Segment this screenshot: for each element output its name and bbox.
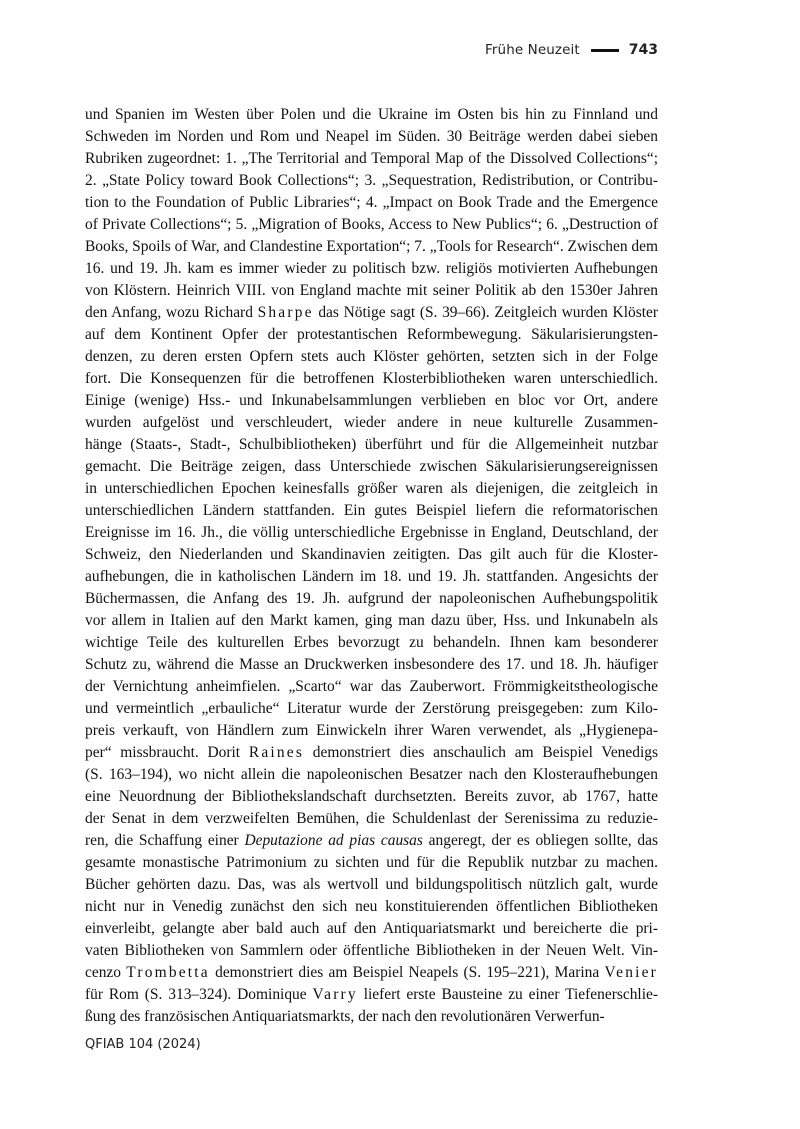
- text-line: [85, 742, 658, 764]
- text-line: [85, 324, 658, 346]
- running-head: [485, 42, 658, 58]
- text-run: der Senat in dem verzweifelten Bemühen, die Schuldenlast der Serenissima zu reduzie-: [85, 810, 658, 827]
- text-run: auf dem Kontinent Opfer der protestantischen Reformbewegung. Säkularisierungsten-: [85, 326, 658, 343]
- text-run: unterschiedlichen Ländern stattfanden. Ein gutes Beispiel liefern die reformatorischen: [85, 502, 658, 519]
- text-run: das Nötige sagt (S. 39–66). Zeitgleich wurden Klöster: [313, 304, 659, 321]
- text-run: in unterschiedlichen Epochen keinesfalls größer waren als diejenigen, die zeitgleich in: [85, 480, 658, 497]
- page-number: 743: [628, 42, 658, 58]
- text-run: einverleibt, gelangte aber bald auch auf den Antiquariatsmarkt und bereicherte die pri-: [85, 920, 658, 937]
- text-line: [85, 126, 658, 148]
- text-run: für Rom (S. 313–324). Dominique: [85, 986, 313, 1003]
- text-line: [85, 258, 658, 280]
- text-run: demonstriert dies am Beispiel Neapels (S. 195–221), Marina: [209, 964, 605, 981]
- text-line: [85, 1006, 658, 1028]
- italic-term: Deputazione ad pias causas: [244, 832, 423, 849]
- text-line: [85, 654, 658, 676]
- text-run: Bücher gehörten dazu. Das, was als wertvoll und bildungspolitisch nützlich galt, wurde: [85, 876, 658, 893]
- text-run: Rubriken zugeordnet: 1. „The Territorial and Temporal Map of the Dissolved Collections“;: [85, 150, 658, 167]
- journal-footer: QFIAB 104 (2024): [85, 1037, 201, 1052]
- body-text: [85, 104, 658, 1028]
- text-run: der Vernichtung anheimfielen. „Scarto“ war das Zauberwort. Frömmigkeitstheologische: [85, 678, 658, 695]
- text-run: und Spanien im Westen über Polen und die Ukraine im Osten bis hin zu Finnland und: [85, 106, 658, 123]
- text-run: aufhebungen, die in katholischen Ländern im 18. und 19. Jh. stattfanden. Angesichts der: [85, 568, 658, 585]
- text-run: Ereignisse im 16. Jh., die völlig unterschiedliche Ergebnisse in England, Deutschland, der: [85, 524, 658, 541]
- text-run: gemacht. Die Beiträge zeigen, dass Unterschiede zwischen Säkularisierungsereignissen: [85, 458, 658, 475]
- text-line: [85, 500, 658, 522]
- author-name: Varry: [312, 986, 358, 1003]
- text-run: angeregt, der es obliegen sollte, das: [422, 832, 658, 849]
- text-line: [85, 346, 658, 368]
- text-line: [85, 302, 658, 324]
- text-run: 16. und 19. Jh. kam es immer wieder zu politisch bzw. religiös motivierten Aufhebungen: [85, 260, 658, 277]
- text-line: [85, 720, 658, 742]
- text-line: [85, 412, 658, 434]
- text-line: [85, 940, 658, 962]
- text-line: [85, 676, 658, 698]
- text-run: demonstriert dies anschaulich am Beispiel Venedigs: [304, 744, 658, 761]
- text-run: tion to the Foundation of Public Libraries“; 4. „Impact on Book Trade and the Emergence: [85, 194, 658, 211]
- text-run: gesamte monastische Patrimonium zu sichten und für die Republik nutzbar zu machen.: [85, 854, 658, 871]
- text-run: vor allem in Italien auf den Markt kamen, ging man dazu über, Hss. und Inkunabeln als: [85, 612, 658, 629]
- text-line: [85, 478, 658, 500]
- text-line: [85, 610, 658, 632]
- text-line: [85, 390, 658, 412]
- text-run: denzen, zu deren ersten Opfern stets auch Klöster gehörten, setzten sich in der Folge: [85, 348, 658, 365]
- text-run: von Klöstern. Heinrich VIII. von England machte mit seiner Politik ab den 1530er Jahren: [85, 282, 658, 299]
- text-line: [85, 918, 658, 940]
- text-run: und vermeintlich „erbauliche“ Literatur wurde der Zerstörung preisgegeben: zum Kilo-: [85, 700, 658, 717]
- running-head-rule: [591, 49, 619, 52]
- text-line: [85, 148, 658, 170]
- author-name: Raines: [248, 744, 305, 761]
- text-run: Schweiz, den Niederlanden und Skandinavien zeitigten. Das gilt auch für die Kloster-: [85, 546, 658, 563]
- text-line: [85, 830, 658, 852]
- text-run: (S. 163–194), wo nicht allein die napoleonischen Besatzer nach den Klosteraufhebungen: [85, 766, 658, 783]
- text-line: [85, 588, 658, 610]
- text-line: [85, 896, 658, 918]
- text-line: [85, 368, 658, 390]
- text-run: per“ missbraucht. Dorit: [85, 744, 249, 761]
- text-line: [85, 874, 658, 896]
- text-run: ren, die Schaffung einer: [85, 832, 245, 849]
- text-run: ßung des französischen Antiquariatsmarkts, der nach den revolutionären Verwerfun-: [85, 1008, 605, 1025]
- text-run: Büchermassen, die Anfang des 19. Jh. aufgrund der napoleonischen Aufhebungspolitik: [85, 590, 658, 607]
- text-run: Einige (wenige) Hss.- und Inkunabelsammlungen verblieben en bloc vor Ort, andere: [85, 392, 658, 409]
- running-head-section: Frühe Neuzeit: [485, 42, 580, 58]
- text-run: cenzo: [85, 964, 127, 981]
- text-run: 2. „State Policy toward Book Collections“; 3. „Sequestration, Redistribution, or Contribu-: [85, 172, 658, 189]
- text-line: [85, 852, 658, 874]
- text-line: [85, 764, 658, 786]
- text-line: [85, 434, 658, 456]
- text-run: wurden aufgelöst und verschleudert, wieder andere in neue kulturelle Zusammen-: [85, 414, 658, 431]
- text-run: hänge (Staats-, Stadt-, Schulbibliotheken) überführt und für die Allgemeinheit nutzbar: [85, 436, 658, 453]
- text-run: vaten Bibliotheken von Sammlern oder öffentliche Bibliotheken in der Neuen Welt. Vin-: [85, 942, 658, 959]
- text-run: Schweden im Norden und Rom und Neapel im Süden. 30 Beiträge werden dabei sieben: [85, 128, 658, 145]
- text-line: [85, 456, 658, 478]
- text-run: Schutz zu, während die Masse an Druckwerken insbesondere des 17. und 18. Jh. häufiger: [85, 656, 658, 673]
- text-run: eine Neuordnung der Bibliothekslandschaft durchsetzten. Bereits zuvor, ab 1767, hatte: [85, 788, 658, 805]
- text-line: [85, 170, 658, 192]
- text-line: [85, 698, 658, 720]
- author-name: Trombetta: [126, 964, 210, 981]
- text-line: [85, 522, 658, 544]
- text-line: [85, 808, 658, 830]
- text-line: [85, 962, 658, 984]
- text-line: [85, 280, 658, 302]
- text-line: [85, 632, 658, 654]
- author-name: Sharpe: [257, 304, 314, 321]
- text-run: Books, Spoils of War, and Clandestine Exportation“; 7. „Tools for Research“. Zwischen dem: [85, 238, 658, 255]
- author-name: Venier: [604, 964, 658, 981]
- text-line: [85, 566, 658, 588]
- text-run: wichtige Teile des kulturellen Erbes bevorzugt zu behandeln. Ihnen kam besonderer: [85, 634, 658, 651]
- text-line: [85, 236, 658, 258]
- text-run: preis verkauft, von Händlern zum Einwickeln ihrer Waren verwendet, als „Hygienepa-: [85, 722, 658, 739]
- text-line: [85, 214, 658, 236]
- text-line: [85, 104, 658, 126]
- text-run: nicht nur in Venedig zunächst den sich neu konstituierenden öffentlichen Bibliotheken: [85, 898, 658, 915]
- text-line: [85, 786, 658, 808]
- text-line: [85, 192, 658, 214]
- text-run: fort. Die Konsequenzen für die betroffenen Klosterbibliotheken waren unterschiedlich.: [85, 370, 658, 387]
- text-run: den Anfang, wozu Richard: [85, 304, 258, 321]
- text-run: liefert erste Bausteine zu einer Tiefenerschlie-: [357, 986, 658, 1003]
- text-run: of Private Collections“; 5. „Migration of Books, Access to New Publics“; 6. „Destruction of: [85, 216, 658, 233]
- text-line: [85, 984, 658, 1006]
- text-line: [85, 544, 658, 566]
